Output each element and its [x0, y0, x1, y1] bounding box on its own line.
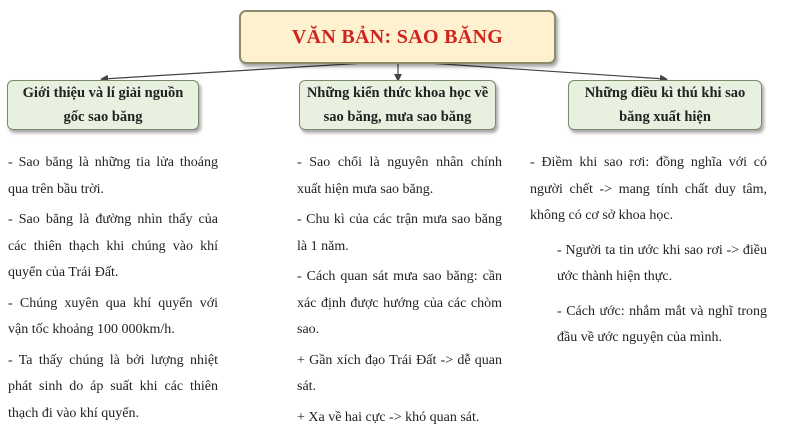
list-item: - Người ta tin ước khi sao rơi -> điều ước thành hiện thực.	[557, 242, 767, 284]
branch-heading-introduction: Giới thiệu và lí giải nguồn gốc sao băng	[7, 80, 199, 130]
branch-content-science	[297, 150, 502, 435]
list-item: - Cách quan sát mưa sao băng: cần xác định được hướng của các chòm sao.	[297, 269, 502, 337]
branch-content-introduction	[8, 150, 218, 431]
list-item: - Điềm khi sao rơi: đồng nghĩa với có người chết -> mang tính chất duy tâm, không có cơ sở khoa học.	[530, 155, 767, 223]
list-item: + Gần xích đạo Trái Đất -> dễ quan sát.	[297, 352, 502, 394]
list-item: - Chu kì của các trận mưa sao băng là 1 năm.	[297, 212, 502, 254]
list-item: + Xa về hai cực -> khó quan sát.	[297, 409, 480, 425]
branch-content-wonders	[530, 150, 767, 360]
list-item: - Chúng xuyên qua khí quyển với vận tốc khoảng 100 000km/h.	[8, 295, 218, 337]
diagram-title: VĂN BẢN: SAO BĂNG	[239, 10, 556, 64]
list-item: - Ta thấy chúng là bởi lượng nhiệt phát sinh do áp suất khi các thiên thạch đi vào khí quyển.	[8, 352, 218, 421]
list-item: - Cách ước: nhắm mắt và nghĩ trong đầu về ước nguyện của mình.	[557, 303, 767, 345]
list-item: - Sao băng là đường nhìn thấy của các thiên thạch khi chúng vào khí quyển của Trái Đất.	[8, 212, 218, 280]
list-item: - Sao chổi là nguyên nhân chính xuất hiện mưa sao băng.	[297, 155, 502, 197]
list-item: - Sao băng là những tia lửa thoáng qua trên bầu trời.	[8, 155, 218, 197]
branch-heading-science: Những kiến thức khoa học về sao băng, mưa sao băng	[299, 80, 496, 130]
branch-heading-wonders: Những điều kì thú khi sao băng xuất hiện	[568, 80, 762, 130]
